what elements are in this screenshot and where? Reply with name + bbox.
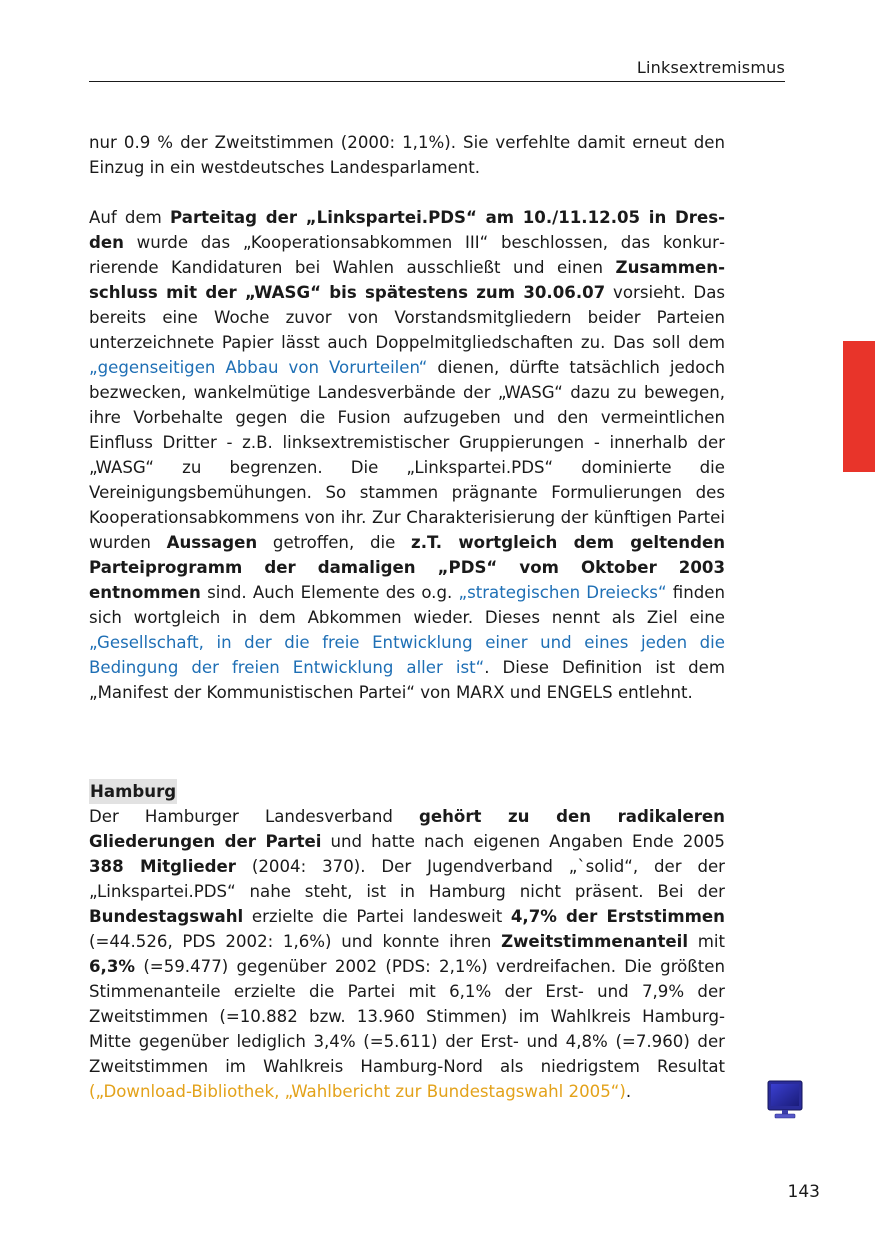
text-run: wurde das „Kooperationsabkommen III“ beschlossen, das konkurrierende Kandidaturen bei Wahlen ausschließt und einen (89, 233, 725, 277)
paragraph-text: nur 0.9 % der Zweitstimmen (2000: 1,1%). Sie verfehlte damit erneut den Einzug in ein westdeutsches Landesparlament. (89, 133, 725, 177)
text-run: . Diese Definition ist dem „Manifest der Kommunistischen Partei“ von MARX und ENGELS entlehnt. (89, 658, 725, 702)
header-rule (89, 81, 785, 82)
text-run: mit (688, 932, 725, 951)
bold-run: z.T. wortgleich dem geltenden Parteiprogramm der damaligen „PDS“ vom Oktober 2003 entnommen (89, 533, 726, 602)
section-heading-hamburg: Hamburg (89, 779, 177, 804)
monitor-icon[interactable] (767, 1080, 803, 1120)
text-run: . (625, 1082, 632, 1101)
bold-run: Zusammenschluss mit der „WASG“ bis spätestens zum 30.06.07 (89, 258, 725, 302)
paragraph-party-congress (89, 205, 725, 705)
text-run: dienen, dürfte tatsächlich jedoch bezwecken, wankelmütige Landesverbände der „WASG“ dazu zu bewegen, ihre Vorbehalte gegen die Fusion aufzugeben und den vermeintlichen Einfluss Dritter - z.B. linksextremistischer Gruppierungen - innerhalb der „WASG“ zu begrenzen. Die „Linkspartei.PDS“ dominierte die Vereinigungsbemühungen. So stammen prägnante Formulierungen des Kooperationsabkommens von ihr. Zur Charakterisierung der künftigen Partei wurden (89, 358, 725, 552)
text-run: erzielte die Partei landesweit (243, 907, 511, 926)
bold-run: 388 Mitglieder (89, 857, 236, 876)
quote-link[interactable]: „gegenseitigen Abbau von Vorurteilen“ (89, 358, 428, 377)
bold-run: Bundestagswahl (89, 907, 244, 926)
chapter-thumb-tab (843, 341, 875, 472)
text-run: sind. Auch Elemente des o.g. (200, 583, 459, 602)
text-run: getroffen, die (257, 533, 412, 552)
text-run: (=44.526, PDS 2002: 1,6%) und konnte ihren (89, 932, 502, 951)
text-run: Der Hamburger Landesverband (89, 807, 419, 826)
quote-link[interactable]: „Gesellschaft, in der die freie Entwicklung einer und eines jeden die Bedingung der freien Entwicklung aller ist“ (89, 633, 725, 677)
text-run: Auf dem (89, 208, 171, 227)
bold-run: gehört zu den radikaleren Gliederungen der Partei (89, 807, 725, 851)
text-run: und hatte nach eigenen Angaben Ende 2005 (321, 832, 725, 851)
bold-run: 4,7% der Erststimmen (510, 907, 725, 926)
paragraph-continuation (89, 130, 725, 180)
paragraph-hamburg (89, 804, 725, 1104)
text-run: (2004: 370). Der Jugendverband „`solid“, der der „Linkspartei.PDS“ nahe steht, ist in Hamburg nicht präsent. Bei der (89, 857, 726, 901)
page-number: 143 (787, 1182, 820, 1202)
download-library-link[interactable]: („Download-Bibliothek, „Wahlbericht zur Bundestagswahl 2005“) (89, 1082, 626, 1101)
text-run: (=59.477) gegenüber 2002 (PDS: 2,1%) verdreifachen. Die größten Stimmenanteile erzielte die Partei mit 6,1% der Erst- und 7,9% der Zweitstimmen (=10.882 bzw. 13.960 Stimmen) im Wahlkreis Hamburg-Mitte gegenüber lediglich 3,4% (=5.611) der Erst- und 4,8% (=7.960) der Zweitstimmen im Wahlkreis Hamburg-Nord als niedrigstem Resultat (89, 957, 725, 1076)
bold-run: Aussagen (166, 533, 258, 552)
text-run: finden sich wortgleich in dem Abkommen wieder. Dieses nennt als Ziel eine (89, 583, 725, 627)
bold-run: Zweitstimmenanteil (501, 932, 689, 951)
quote-link[interactable]: „strategischen Dreiecks“ (458, 583, 667, 602)
bold-run: Parteitag der „Linkspartei.PDS“ am 10./11.12.05 in Dresden (89, 208, 725, 252)
bold-run: 6,3% (89, 957, 136, 976)
text-run: vorsieht. Das bereits eine Woche zuvor von Vorstandsmitgliedern beider Parteien unterzeichnete Papier lässt auch Doppelmitgliedschaften zu. Das soll dem (89, 283, 726, 352)
running-header: Linksextremismus (636, 58, 785, 77)
